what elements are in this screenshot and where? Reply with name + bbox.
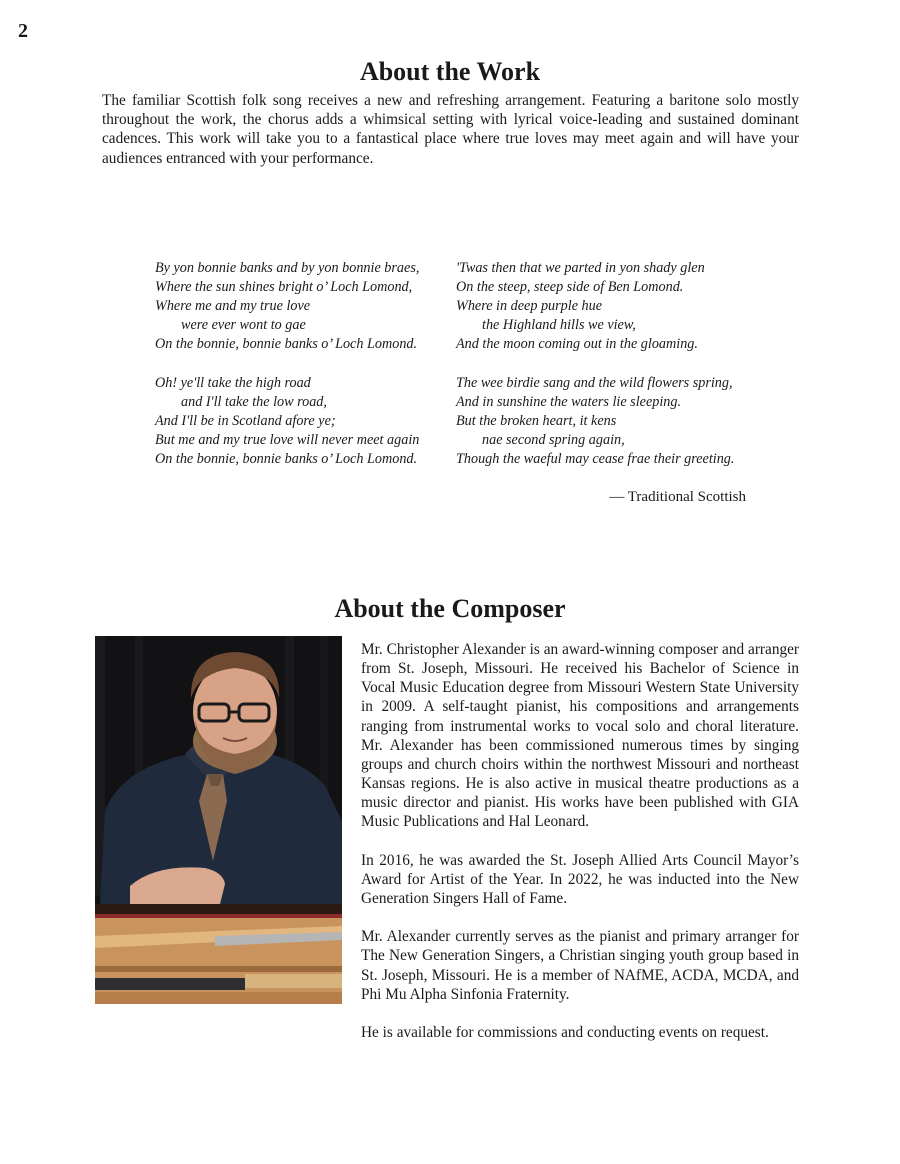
composer-paragraph: Mr. Alexander currently serves as the pianist and primary arranger for The New Generation Singers, a Christian singing youth group based in St. Joseph, Missouri. He is a member of NAfME, ACDA, MCDA, and Phi Mu Alpha Sinfonia Fraternity. <box>361 928 799 1003</box>
composer-paragraph: Mr. Christopher Alexander is an award-winning composer and arranger from St. Joseph, Missouri. He received his Bachelor of Science in Vocal Music Education degree from Missouri Western State University in 2009. A self-taught pianist, his compositions and arrangements ranging from instrumental works to vocal solo and choral literature. Mr. Alexander has been commissioned numerous times by singing groups and church choirs within the northwest Missouri and northeast Kansas regions. He is also active in musical theatre productions as a music director and pianist. His works have been published with GIA Music Publications and Hal Leonard. <box>361 641 799 831</box>
about-work-paragraph: The familiar Scottish folk song receives a new and refreshing arrangement. Featuring a baritone solo mostly throughout the work, the chorus adds a whimsical setting with lyrical voice-leading and sustained dominant cadences. This work will take you to a fantastical place where true loves may meet again and will have your audiences entranced with your performance. <box>102 92 799 167</box>
poem-line: Where the sun shines bright o’ Loch Lomond, <box>155 279 413 296</box>
poem-left-column <box>155 259 445 469</box>
poem-line: And the moon coming out in the gloaming. <box>456 336 698 353</box>
poem-line: On the steep, steep side of Ben Lomond. <box>456 279 684 296</box>
composer-biography <box>361 640 799 1061</box>
poem-line: Though the waeful may cease frae their greeting. <box>456 450 735 467</box>
poem-line: the Highland hills we view, <box>482 317 636 334</box>
poem-attribution: — Traditional Scottish <box>609 489 746 505</box>
poem-line: And in sunshine the waters lie sleeping. <box>456 393 682 410</box>
poem-line: Where me and my true love <box>155 298 311 315</box>
poem-line: Oh! ye'll take the high road <box>155 374 311 391</box>
poem-line: On the bonnie, bonnie banks o’ Loch Lomond. <box>155 450 418 467</box>
poem-line: But the broken heart, it kens <box>456 412 617 429</box>
poem-line: nae second spring again, <box>482 431 625 448</box>
about-composer-title: About the Composer <box>334 594 566 623</box>
poem-line: and I'll take the low road, <box>181 393 327 410</box>
page-number: 2 <box>18 20 28 42</box>
poem-line: 'Twas then that we parted in yon shady glen <box>456 260 705 276</box>
poem-right-column <box>456 259 756 469</box>
poem-line: Where in deep purple hue <box>456 298 603 315</box>
poem-line: The wee birdie sang and the wild flowers spring, <box>456 374 733 391</box>
composer-paragraph: In 2016, he was awarded the St. Joseph Allied Arts Council Mayor’s Award for Artist of the Year. In 2022, he was inducted into the New Generation Singers Hall of Fame. <box>361 851 799 908</box>
about-work-title: About the Work <box>359 57 541 86</box>
poem-line: But me and my true love will never meet again <box>155 431 420 448</box>
poem-line: were ever wont to gae <box>181 317 306 334</box>
composer-photo <box>95 636 342 1004</box>
poem-line: And I'll be in Scotland afore ye; <box>155 412 336 429</box>
composer-paragraph: He is available for commissions and conducting events on request. <box>361 1024 769 1042</box>
poem-line: On the bonnie, bonnie banks o’ Loch Lomond. <box>155 336 418 353</box>
poem-line: By yon bonnie banks and by yon bonnie braes, <box>155 260 420 276</box>
